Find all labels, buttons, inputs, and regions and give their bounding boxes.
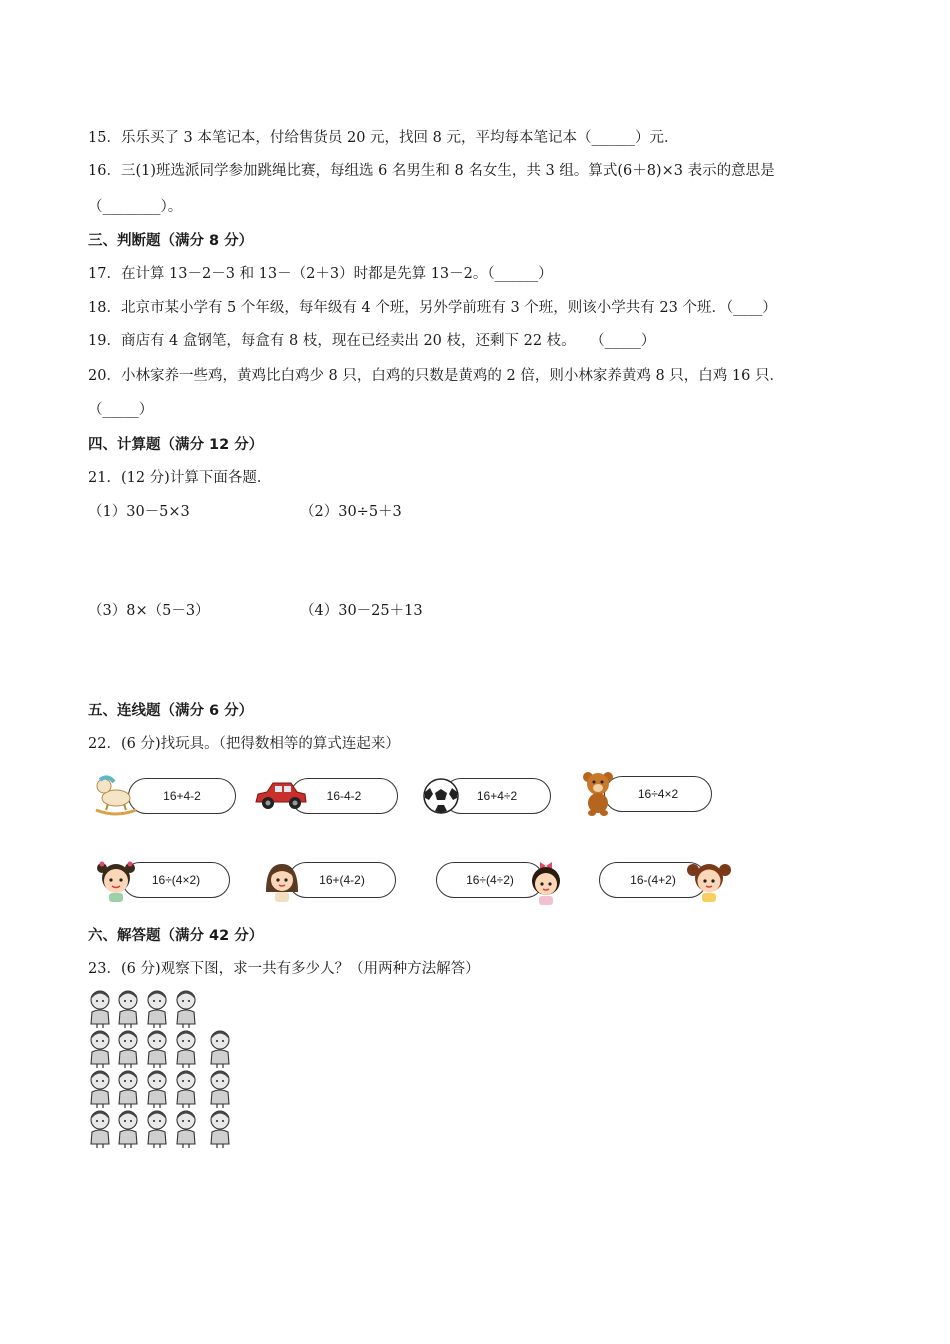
people-grid-figure bbox=[84, 988, 244, 1152]
calc-item-4: （4）30－25＋13 bbox=[300, 603, 423, 619]
calc-item-1: （1）30－5×3 bbox=[88, 504, 190, 520]
calc-item-3: （3）8×（5－3） bbox=[88, 603, 210, 619]
car-icon bbox=[253, 778, 309, 812]
expression-box[interactable]: 16+(4-2) bbox=[288, 862, 396, 898]
expression-box[interactable]: 16-(4+2) bbox=[599, 862, 707, 898]
girl-pigtails-icon bbox=[96, 856, 136, 904]
girl-long-hair-icon bbox=[262, 856, 302, 904]
soccer-ball-icon bbox=[421, 776, 461, 816]
rocking-horse-icon bbox=[92, 772, 140, 816]
calc-item-2: （2）30÷5＋3 bbox=[300, 504, 402, 520]
expression-box[interactable]: 16÷(4÷2) bbox=[436, 862, 544, 898]
question-18: 18．北京市某小学有 5 个年级，每年级有 4 个班，另外学前班有 3 个班，则该小学共有 23 个班．（____） bbox=[88, 300, 777, 316]
question-20-line1: 20．小林家养一些鸡，黄鸡比白鸡少 8 只，白鸡的只数是黄鸡的 2 倍，则小林家养黄鸡 8 只，白鸡 16 只． bbox=[88, 368, 784, 384]
question-22: 22．(6 分)找玩具。（把得数相等的算式连起来） bbox=[88, 736, 400, 752]
expression-box[interactable]: 16+4÷2 bbox=[443, 778, 551, 814]
expression-box[interactable]: 16÷4×2 bbox=[604, 776, 712, 812]
question-16-line1: 16．三(1)班选派同学参加跳绳比赛，每组选 6 名男生和 8 名女生，共 3 组。算式(6＋8)×3 表示的意思是 bbox=[88, 163, 775, 179]
teddy-bear-icon bbox=[580, 770, 616, 816]
section-6-heading: 六、解答题（满分 42 分） bbox=[88, 928, 264, 944]
question-19: 19．商店有 4 盒钢笔，每盒有 8 枝，现在已经卖出 20 枝，还剩下 22 枝。 （_____） bbox=[88, 333, 656, 349]
question-15: 15．乐乐买了 3 本笔记本，付给售货员 20 元，找回 8 元，平均每本笔记本（______）元． bbox=[88, 130, 679, 146]
section-3-heading: 三、判断题（满分 8 分） bbox=[88, 233, 254, 249]
section-4-heading: 四、计算题（满分 12 分） bbox=[88, 437, 264, 453]
question-16-line2: （________）。 bbox=[88, 199, 183, 215]
question-17: 17．在计算 13－2－3 和 13－（2＋3）时都是先算 13－2。（______） bbox=[88, 266, 553, 282]
expression-box[interactable]: 16+4-2 bbox=[128, 778, 236, 814]
section-5-heading: 五、连线题（满分 6 分） bbox=[88, 703, 254, 719]
girl-buns-icon bbox=[686, 854, 732, 904]
question-21: 21．(12 分)计算下面各题． bbox=[88, 470, 272, 486]
question-23: 23．(6 分)观察下图，求一共有多少人？（用两种方法解答） bbox=[88, 961, 480, 977]
girl-bow-icon bbox=[526, 856, 566, 906]
expression-box[interactable]: 16÷(4×2) bbox=[122, 862, 230, 898]
question-20-line2: （_____） bbox=[88, 402, 154, 418]
expression-box[interactable]: 16-4-2 bbox=[290, 778, 398, 814]
